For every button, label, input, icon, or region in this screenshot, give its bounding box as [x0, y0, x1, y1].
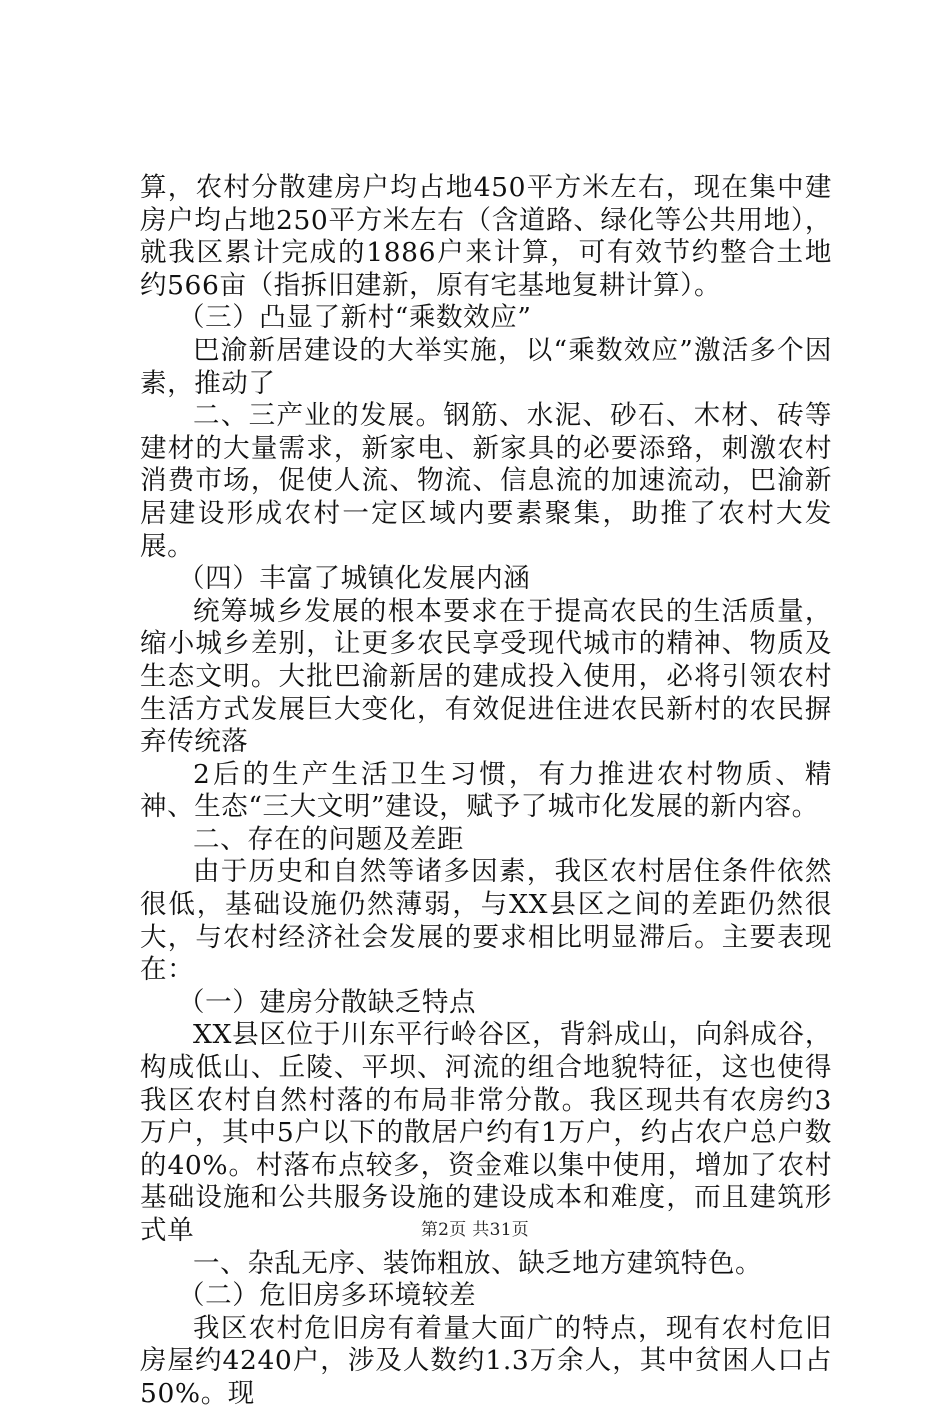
paragraph: 我区农村危旧房有着量大面广的特点，现有农村危旧房屋约4240户，涉及人数约1.3万余人，其中贫困人口占50%。现 — [140, 1312, 832, 1409]
section-heading: （三）凸显了新村“乘数效应” — [178, 302, 532, 334]
paragraph: 一、杂乱无序、装饰粗放、缺乏地方建筑特色。 — [193, 1247, 763, 1279]
paragraph: 2后的生产生活卫生习惯，有力推进农村物质、精神、生态“三大文明”建设，赋予了城市化发展的新内容。 — [140, 758, 832, 823]
section-heading: 二、存在的问题及差距 — [193, 823, 464, 855]
paragraph: 巴渝新居建设的大举实施，以“乘数效应”激活多个因素，推动了 — [140, 334, 832, 399]
page-number-label: 第2页 共31页 — [420, 1220, 530, 1240]
paragraph: 统筹城乡发展的根本要求在于提高农民的生活质量，缩小城乡差别，让更多农民享受现代城市的精神、物质及生态文明。大批巴渝新居的建成投入使用，必将引领农村生活方式发展巨大变化，有效促进住进农民新村的农民摒弃传统落 — [140, 595, 832, 758]
paragraph: 算，农村分散建房户均占地450平方米左右，现在集中建房户均占地250平方米左右（含道路、绿化等公共用地），就我区累计完成的1886户来计算，可有效节约整合土地约566亩（指拆旧建新，原有宅基地复耕计算）。 — [140, 172, 832, 301]
paragraph: 二、三产业的发展。钢筋、水泥、砂石、木材、砖等建材的大量需求，新家电、新家具的必要添臵，刺激农村消费市场，促使人流、物流、信息流的加速流动，巴渝新居建设形成农村一定区域内要素聚集，助推了农村大发展。 — [140, 400, 832, 562]
section-heading: （二）危旧房多环境较差 — [178, 1280, 477, 1312]
paragraph: XX县区位于川东平行岭谷区，背斜成山，向斜成谷，构成低山、丘陵、平坝、河流的组合地貌特征，这也使得我区农村自然村落的布局非常分散。我区现共有农房约3万户，其中5户以下的散居户约有1万户，约占农户总户数的40%。村落布点较多，资金难以集中使用，增加了农村基础设施和公共服务设施的建设成本和难度，而且建筑形式单 — [140, 1019, 832, 1246]
section-heading: （四）丰富了城镇化发展内涵 — [178, 563, 531, 595]
page-footer — [0, 1215, 950, 1240]
paragraph: 由于历史和自然等诸多因素，我区农村居住条件依然很低，基础设施仍然薄弱，与XX县区之间的差距仍然很大，与农村经济社会发展的要求相比明显滞后。主要表现在： — [140, 856, 832, 986]
section-heading: （一）建房分散缺乏特点 — [178, 986, 477, 1018]
